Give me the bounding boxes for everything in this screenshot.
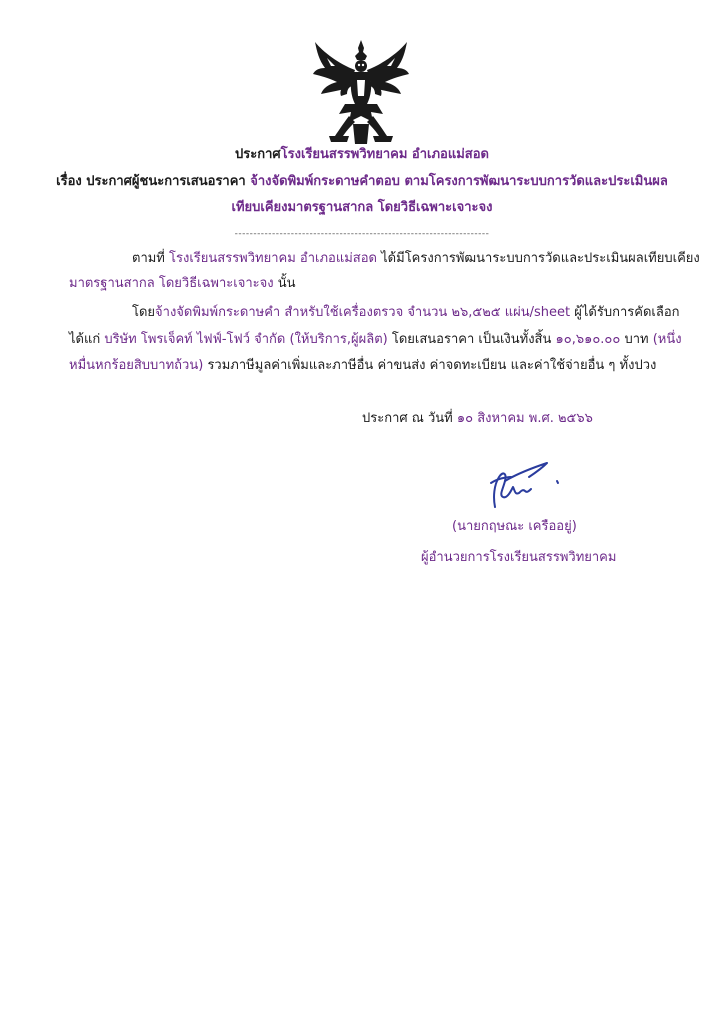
separator-line: -------------------------------------------------------------------- bbox=[234, 229, 490, 239]
p2-currency: บาท bbox=[624, 332, 649, 347]
paragraph-1-line-2 bbox=[69, 276, 296, 292]
paragraph-2-line-1 bbox=[132, 305, 680, 321]
subject-text-2: เทียบเคียงมาตรฐานสากล โดยวิธีเฉพาะเจาะจง bbox=[231, 200, 493, 215]
garuda-emblem bbox=[309, 38, 413, 146]
p2-job: จ้างจัดพิมพ์กระดาษคำ สำหรับใช้เครื่องตรวจ จำนวน ๒๖,๕๒๕ แผ่น/sheet bbox=[155, 305, 571, 320]
p2-text-c: ผู้ได้รับการคัดเลือก bbox=[574, 305, 680, 320]
title-school: โรงเรียนสรรพวิทยาคม อำเภอแม่สอด bbox=[280, 147, 489, 162]
paragraph-2-line-3 bbox=[69, 358, 656, 374]
signature-image bbox=[485, 461, 565, 509]
p2-price-words-end: หมื่นหกร้อยสิบบาทถ้วน) bbox=[69, 358, 204, 373]
p2-text-a: โดย bbox=[132, 305, 156, 320]
p2-price-words-start: (หนึ่ง bbox=[652, 332, 682, 347]
paragraph-1-line-1 bbox=[132, 251, 700, 267]
p2-price-amount: ๑๐,๖๑๐.๐๐ bbox=[555, 332, 621, 347]
paragraph-2-line-2 bbox=[69, 332, 682, 348]
announce-date-line bbox=[362, 411, 593, 427]
subject-line bbox=[0, 174, 724, 190]
announce-date-label: ประกาศ ณ วันที่ bbox=[362, 411, 453, 426]
p1-text-a: ตามที่ bbox=[132, 251, 165, 266]
title-prefix: ประกาศ bbox=[235, 147, 281, 162]
p1-method: มาตรฐานสากล โดยวิธีเฉพาะเจาะจง bbox=[69, 276, 274, 291]
p2-winner-label: ได้แก่ bbox=[69, 332, 101, 347]
p1-text-end: นั้น bbox=[277, 276, 296, 291]
p2-vat-note: รวมภาษีมูลค่าเพิ่มและภาษีอื่น ค่าขนส่ง ค่าจดทะเบียน และค่าใช้จ่ายอื่น ๆ ทั้งปวง bbox=[207, 358, 657, 373]
signatory-name: (นายกฤษณะ เครืออยู่) bbox=[452, 519, 577, 534]
announcement-title bbox=[0, 147, 724, 163]
subject-label: เรื่อง ประกาศผู้ชนะการเสนอราคา bbox=[56, 174, 246, 189]
subject-text-1: จ้างจัดพิมพ์กระดาษคำตอบ ตามโครงการพัฒนาระบบการวัดและประเมินผล bbox=[250, 174, 668, 189]
p2-price-label: โดยเสนอราคา เป็นเงินทั้งสิ้น bbox=[391, 332, 552, 347]
p2-winner-name: บริษัท โพรเจ็คท์ ไฟฟ์-โฟว์ จำกัด (ให้บริการ,ผู้ผลิต) bbox=[104, 332, 388, 347]
signatory-position: ผู้อำนวยการโรงเรียนสรรพวิทยาคม bbox=[421, 550, 617, 565]
p1-school: โรงเรียนสรรพวิทยาคม อำเภอแม่สอด bbox=[169, 251, 377, 266]
p1-text-c: ได้มีโครงการพัฒนาระบบการวัดและประเมินผลเทียบเคียง bbox=[381, 251, 700, 266]
announce-date-value: ๑๐ สิงหาคม พ.ศ. ๒๕๖๖ bbox=[456, 411, 593, 426]
